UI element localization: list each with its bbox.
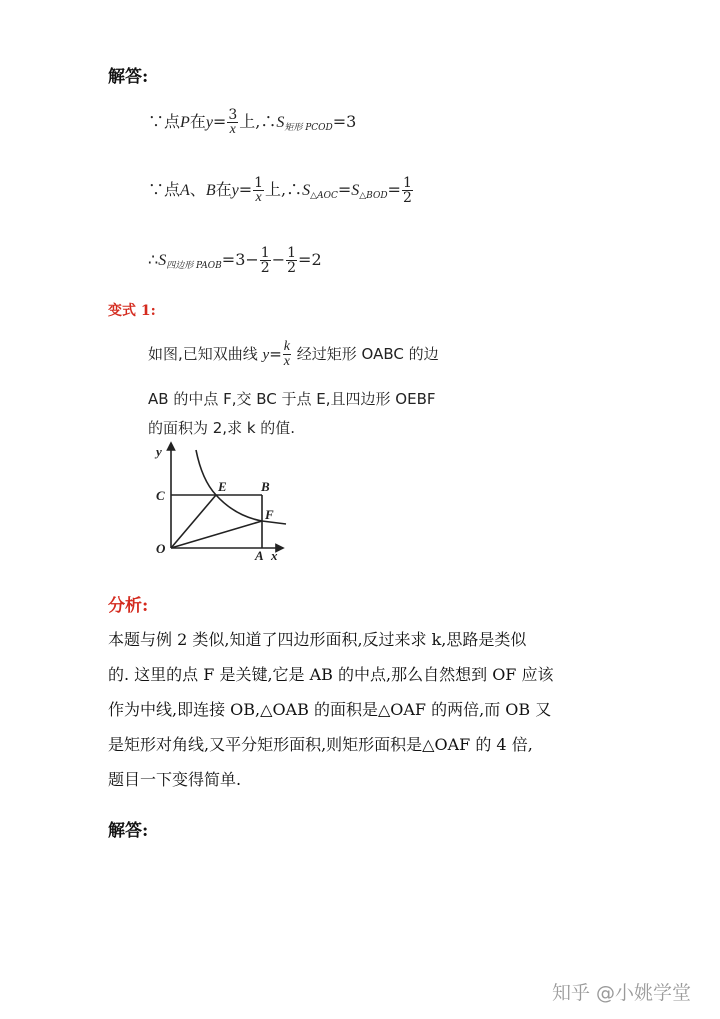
segment-oe	[171, 495, 216, 548]
problem-line-1: 如图,已知双曲线 y= $\frac{k}{x}$ 经过矩形 OABC 的边	[148, 339, 439, 369]
label-y: y	[156, 444, 162, 459]
solution-step-2: ∵点A、B在y= $\frac{1}{x}$ 上$,\therefore S_{\triangle AOC}=S_{\triangle BOD}=$ $\frac{1}{2}$	[148, 175, 412, 206]
solution-step-1: ∵点P在y= $\frac{3}{x}$ 上$,\therefore S_{矩形 PCOD}=3$	[148, 107, 357, 137]
analysis-line-2: 的. 这里的点 F 是关键,它是 AB 的中点,那么自然想到 OF 应该	[108, 665, 554, 684]
analysis-line-4: 是矩形对角线,又平分矩形面积,则矩形面积是△OAF 的 4 倍,	[108, 735, 533, 754]
answer-heading: 解答:	[108, 67, 149, 87]
analysis-heading: 分析:	[108, 596, 149, 616]
answer-heading-2: 解答:	[108, 821, 149, 841]
label-a: A	[255, 548, 264, 563]
label-c: C	[156, 488, 165, 503]
analysis-line-1: 本题与例 2 类似,知道了四边形面积,反过来求 k,思路是类似	[108, 630, 527, 649]
problem-line-2: AB 的中点 F,交 BC 于点 E,且四边形 OEBF	[148, 390, 436, 408]
label-o: O	[156, 541, 166, 556]
label-b: B	[261, 479, 270, 494]
problem-line-3: 的面积为 2,求 k 的值.	[148, 419, 296, 437]
analysis-line-5: 题目一下变得简单.	[108, 770, 242, 789]
label-f: F	[265, 507, 274, 522]
label-x: x	[271, 548, 278, 563]
label-e: E	[218, 479, 227, 494]
solution-step-3: $\therefore S_{四边形 PAOB}=3-$ $\frac{1}{2}$ − $\frac{1}{2}$ =2	[148, 245, 322, 276]
analysis-line-3: 作为中线,即连接 OB,△OAB 的面积是△OAF 的两倍,而 OB 又	[108, 700, 552, 719]
geometry-figure	[140, 440, 300, 570]
variant-label: 变式 1:	[108, 303, 156, 319]
segment-of	[171, 521, 262, 548]
watermark: 知乎 @小姚学堂	[552, 982, 692, 1004]
